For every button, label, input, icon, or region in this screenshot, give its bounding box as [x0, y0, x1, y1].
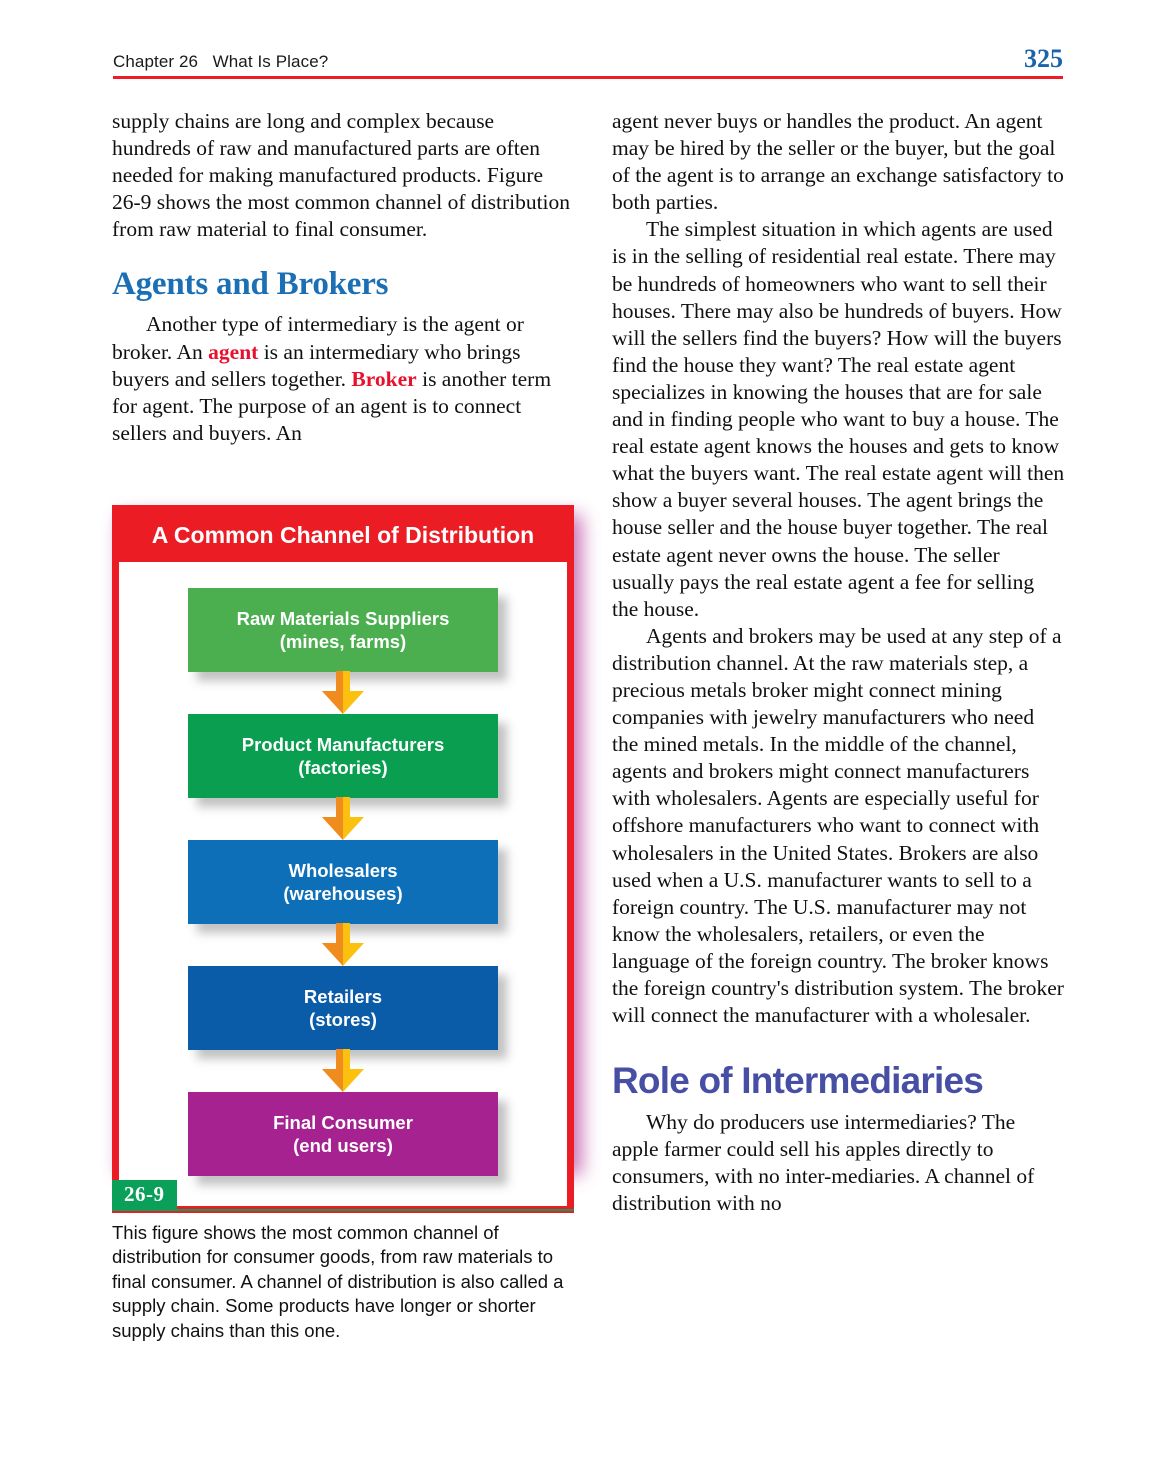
heading-role-of-intermediaries: Role of Intermediaries: [612, 1060, 984, 1102]
page-header: [113, 46, 1063, 72]
flow-step-title: Raw Materials Suppliers: [236, 608, 450, 629]
flow-step-subtitle: (factories): [298, 757, 388, 778]
flow-step-title: Retailers: [303, 986, 383, 1007]
left-column: [112, 108, 572, 447]
paragraph-why-intermediaries: Why do producers use intermediaries? The apple farmer could sell his apples directly to consumers, with no inter-mediaries. A channel of distribution with no: [612, 1110, 1035, 1216]
flow-step-final-consumer: [188, 1092, 498, 1176]
flow-step-wholesalers: [188, 840, 498, 924]
distribution-flow-diagram: [119, 588, 567, 1176]
agent-def-part-3: is another term for agent. The purpose of an agent is to connect sellers and buyers. An: [112, 366, 552, 445]
flow-step-subtitle: (end users): [293, 1135, 393, 1156]
chapter-breadcrumb: Chapter 26 What Is Place?: [113, 52, 329, 72]
figure-caption-tagrow: [112, 1180, 574, 1210]
flow-step-title: Wholesalers: [288, 860, 398, 881]
flow-arrow-down-icon: [317, 923, 369, 967]
figure-caption-rule: [112, 1209, 574, 1211]
figure-body: [119, 562, 567, 1206]
paragraph-agent-never-buys: agent never buys or handles the product. An agent may be hired by the seller or the buyer, but the goal of the agent is to arrange an exchange satisfactory to both parties.: [612, 109, 1064, 215]
paragraph-supply-chains: supply chains are long and complex because hundreds of raw and manufactured parts are often needed for making manufactured products. Figure 26-9 shows the most common channel of distribution from raw material to final consumer.: [112, 109, 571, 242]
agent-def-part-1: Another type of intermediary is the agent or broker. An: [112, 312, 524, 364]
figure-frame: [112, 505, 574, 1213]
heading-agents-and-brokers: Agents and Brokers: [112, 266, 389, 303]
paragraph-agent-definition: [112, 311, 572, 446]
figure-title: A Common Channel of Distribution: [118, 511, 568, 562]
paragraph-real-estate: The simplest situation in which agents are used is in the selling of residential real estate. There may be hundreds of homeowners who want to sell their houses. There may also be hundreds of buyers. How will the sellers find the buyers? How will the buyers find the house they want? The real estate agent specializes in knowing the houses that are for sale and in finding people who want to buy a house. The real estate agent knows the houses and gets to know what the buyers want. The real estate agent will then show a buyer several houses. The agent brings the house seller and the house buyer together. The real estate agent never owns the house. The seller usually pays the real estate agent a fee for selling the house.: [612, 217, 1065, 621]
key-term-broker: Broker: [351, 366, 417, 391]
flow-step-title: Final Consumer: [273, 1112, 413, 1133]
flow-step-subtitle: (stores): [309, 1009, 377, 1030]
figure-number-badge: 26-9: [112, 1180, 177, 1209]
flow-step-retailers: [188, 966, 498, 1050]
page-number: 325: [1024, 44, 1063, 73]
header-divider: [113, 76, 1063, 79]
flow-arrow-down-icon: [317, 671, 369, 715]
flow-step-manufacturers: [188, 714, 498, 798]
flow-step-title: Product Manufacturers: [241, 734, 445, 755]
figure-26-9: [112, 505, 574, 1213]
paragraph-agents-any-step: Agents and brokers may be used at any step of a distribution channel. At the raw materials step, a precious metals broker might connect mining companies with jewelry manufacturers who need the mined metals. In the middle of the channel, agents and brokers might connect manufacturers with wholesalers. Agents are especially useful for offshore manufacturers who want to connect with wholesalers in the United States. Brokers are also used when a U.S. manufacturer wants to sell to a foreign country. The U.S. manufacturer may not know the wholesalers, retailers, or even the language of the foreign country. The broker knows the foreign country's distribution system. The broker will connect the manufacturer with a wholesaler.: [612, 623, 1064, 1028]
flow-step-subtitle: (mines, farms): [279, 631, 407, 652]
agent-def-part-2: is an intermediary who brings buyers and sellers together.: [112, 339, 521, 391]
flow-step-raw-materials: [188, 588, 498, 672]
right-column: [612, 108, 1065, 1218]
key-term-agent: agent: [208, 339, 259, 364]
figure-caption-text: This figure shows the most common channel of distribution for consumer goods, from raw materials to final consumer. A channel of distribution is also called a supply chain. Some products have longer or shorter supply chains than this one.: [112, 1222, 564, 1341]
flow-arrow-down-icon: [317, 797, 369, 841]
flow-arrow-down-icon: [317, 1049, 369, 1093]
figure-caption-block: [112, 1180, 574, 1343]
flow-step-subtitle: (warehouses): [283, 883, 403, 904]
